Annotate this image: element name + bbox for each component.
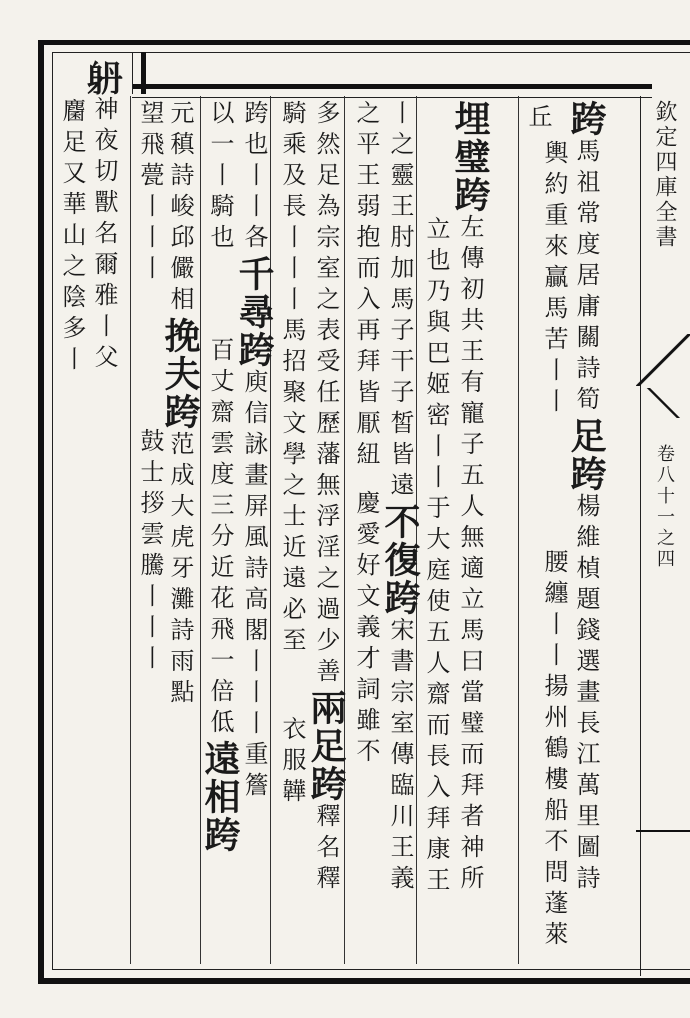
- column-text: 千: [233, 255, 275, 293]
- text-column-6: [379, 100, 421, 896]
- margin-strip: [640, 96, 685, 976]
- text-column-1: [565, 100, 607, 896]
- text-column-11: [199, 100, 241, 854]
- header-band: [132, 84, 652, 98]
- column-text: 尋: [233, 293, 275, 331]
- text-column-4: [449, 100, 491, 896]
- column-text: 遠: [199, 740, 241, 778]
- column-text: 埋: [449, 100, 491, 138]
- column-text: 兩: [305, 689, 347, 727]
- column-text: 璧: [449, 138, 491, 176]
- fish-tail-mark-lower: [636, 388, 690, 418]
- column-text: 神夜切獸名爾雅丨父: [90, 96, 118, 375]
- column-text: 不: [379, 503, 421, 541]
- volume-label: 卷八十一之四: [654, 444, 675, 570]
- column-text: 跨: [565, 100, 607, 138]
- column-text: 足: [305, 727, 347, 765]
- column-text: 多然足為宗室之表受任歷藩無浮淫之過少善: [312, 100, 340, 689]
- text-column-5: [420, 216, 452, 898]
- column-text: 之平王弱抱而入再拜皆厭紐: [352, 100, 380, 472]
- margin-rule: [636, 830, 690, 832]
- text-column-7: [350, 100, 382, 769]
- column-text: 相: [199, 778, 241, 816]
- column-rule: [344, 96, 345, 964]
- column-text: 跨: [199, 816, 241, 854]
- column-text: 跨: [565, 455, 607, 493]
- column-rule: [130, 96, 131, 964]
- text-column-8: [305, 100, 347, 896]
- column-text: 元稹詩峻邱儼相: [166, 100, 194, 317]
- text-column-3: [522, 104, 554, 135]
- column-text: 立也乃與巴姬密丨丨于大庭使五人齋而長入拜康王: [422, 216, 450, 898]
- column-text: 跨: [159, 393, 201, 431]
- fish-tail-mark-upper: [636, 334, 690, 386]
- column-text: 跨: [379, 579, 421, 617]
- column-text: 丘: [524, 104, 552, 135]
- column-text: 庾信詠畫屏風詩高閣丨丨丨重簷: [240, 369, 268, 803]
- column-text: 足: [565, 417, 607, 455]
- column-text: 范成大虎牙灘詩雨點: [166, 431, 194, 710]
- text-column-2: [538, 140, 570, 952]
- column-text: 以一丨騎也: [206, 100, 234, 255]
- column-text: 跨: [305, 765, 347, 803]
- column-text: 跨也丨丨各: [240, 100, 268, 255]
- header-band-step: [132, 52, 146, 94]
- column-text: 挽: [159, 317, 201, 355]
- column-text: 馬祖常度居庸關詩筍: [572, 138, 600, 417]
- column-text: 丨之靈王肘加馬子干子皙皆遠: [386, 100, 414, 503]
- column-text: 𨈝: [83, 58, 125, 96]
- column-text: 夫: [159, 355, 201, 393]
- column-text: 望飛甍丨丨丨: [136, 100, 164, 286]
- column-text: 麕足又華山之陰多丨: [58, 98, 86, 377]
- book-title: 欽定四庫全書: [652, 100, 677, 250]
- column-rule: [270, 96, 271, 964]
- column-text: 釋名釋: [312, 803, 340, 896]
- column-text: 慶愛好文義才詞雖不: [352, 490, 380, 769]
- text-column-9: [276, 100, 308, 809]
- text-column-13: [134, 100, 166, 676]
- column-text: 衣服韡: [278, 716, 306, 809]
- column-text: 跨: [233, 331, 275, 369]
- column-text: 跨: [449, 176, 491, 214]
- column-text: 騎乘及長丨丨丨馬招聚文學之士近遠必至: [278, 100, 306, 658]
- column-text: 楊維楨題錢選畫長江萬里圖詩: [572, 493, 600, 896]
- column-text: 輿約重來贏馬苦丨丨: [540, 140, 568, 419]
- text-column-14: [83, 58, 125, 375]
- column-rule: [518, 96, 519, 964]
- text-column-10: [233, 100, 275, 803]
- column-text: 宋書宗室傳臨川王義: [386, 617, 414, 896]
- column-text: 復: [379, 541, 421, 579]
- column-text: 左傳初共王有寵子五人無適立馬曰當璧而拜者神所: [456, 214, 484, 896]
- column-text: 百丈齋雲度三分近花飛一倍低: [206, 337, 234, 740]
- column-text: 鼓士拶雲騰丨丨丨: [136, 428, 164, 676]
- text-column-15: [56, 98, 88, 377]
- text-column-12: [159, 100, 201, 710]
- column-text: 腰纏丨丨揚州鶴樓船不問蓬萊: [540, 549, 568, 952]
